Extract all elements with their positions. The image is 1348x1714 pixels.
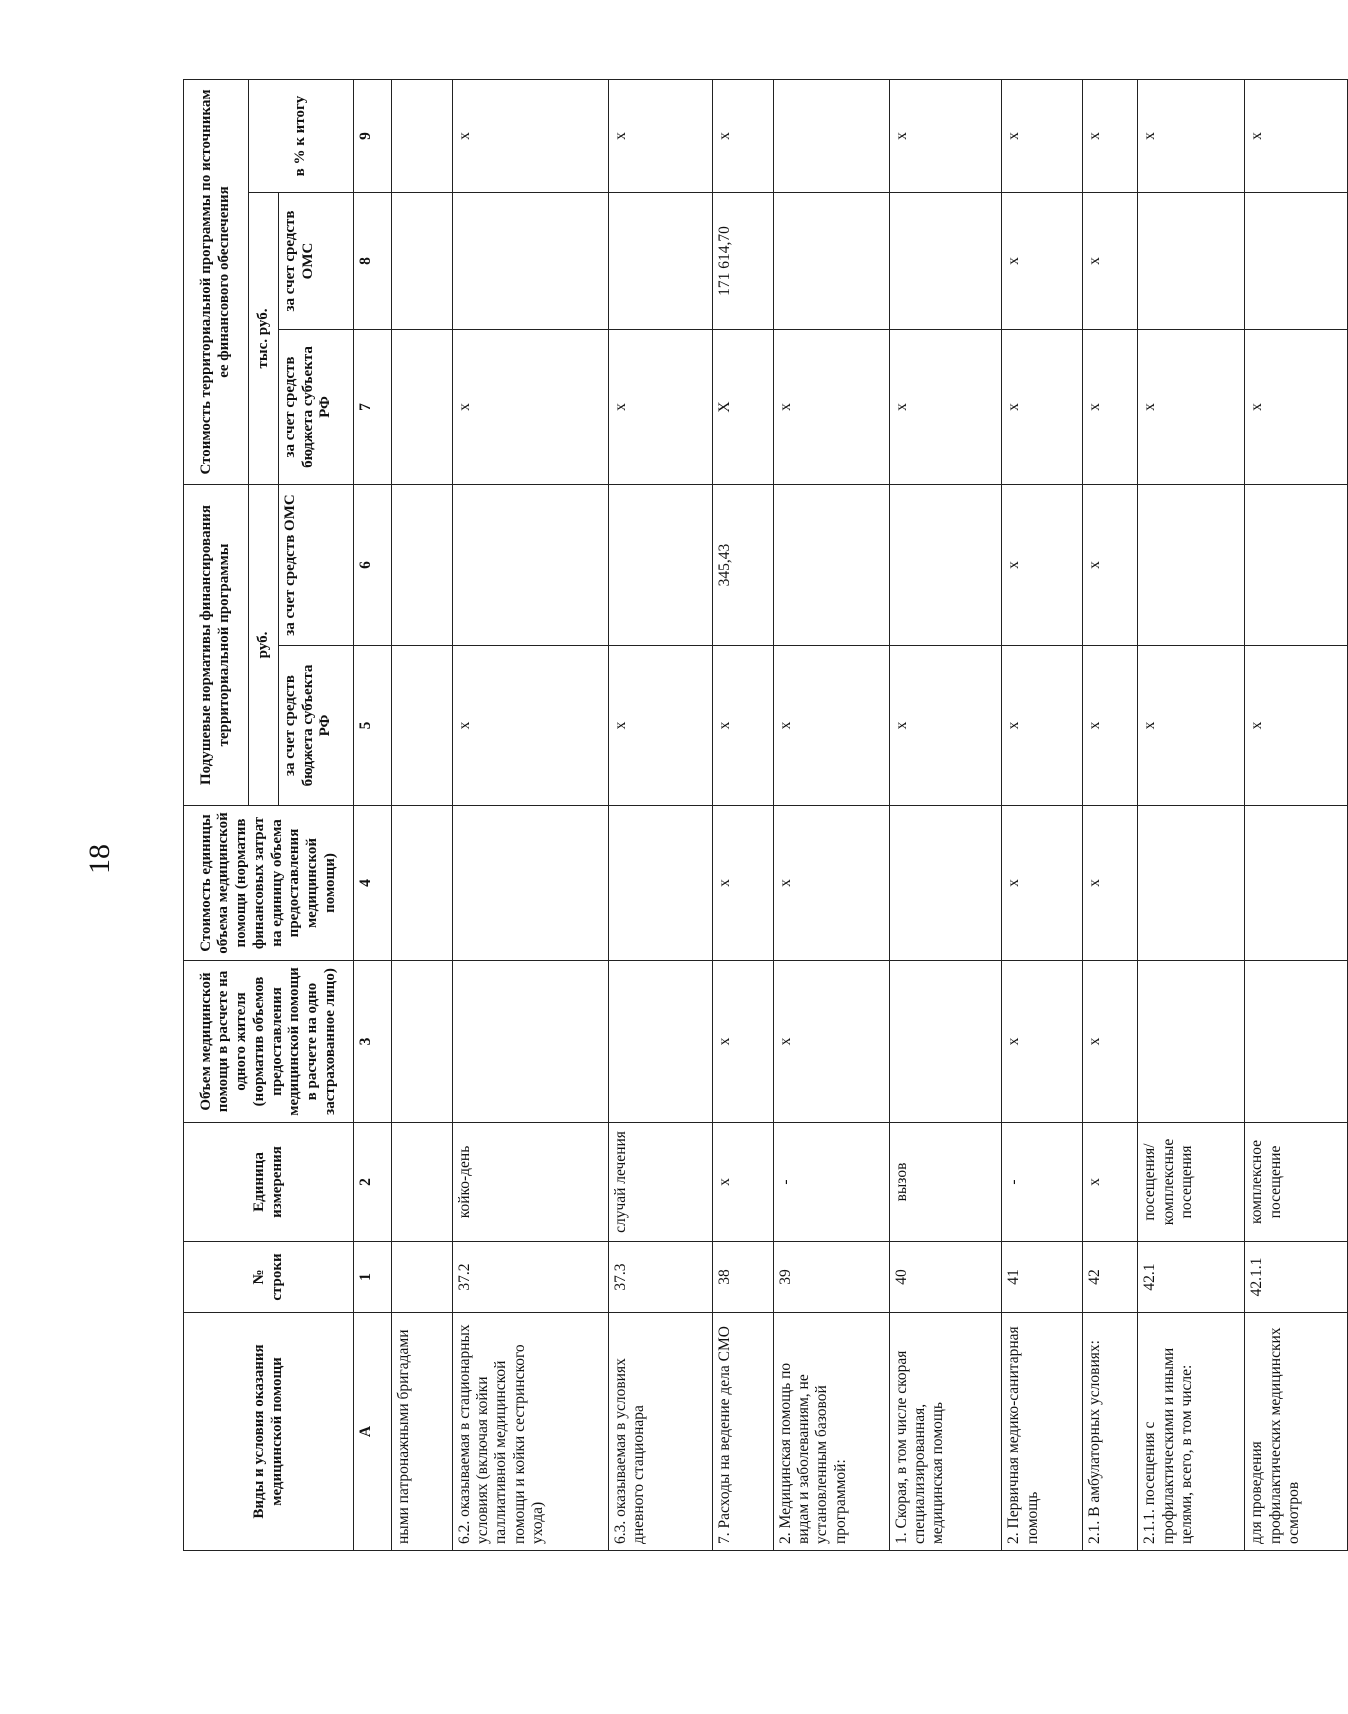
- row-c4: [608, 806, 712, 961]
- row-c7: X: [712, 330, 773, 485]
- header-group-norm: Подушевые нормативы финансирования территориальной программы: [184, 485, 249, 806]
- column-number-row: [354, 80, 392, 1551]
- row-c5: x: [889, 646, 1002, 806]
- row-c9: x: [452, 80, 608, 193]
- row-c7: x: [1245, 330, 1348, 485]
- row-name: 2. Первичная медико-санитарная помощь: [1002, 1313, 1083, 1551]
- rotated-table-sheet: [183, 80, 1348, 1551]
- row-c4: [392, 806, 453, 961]
- header-col-5: за счет средств бюджета субъекта РФ: [279, 646, 354, 806]
- row-c3: [889, 961, 1002, 1123]
- header-col-3: Объем медицинской помощи в расчете на одного жителя (норматив объемов предоставления медицинской помощи в расчете на одно застрахованное лицо): [184, 961, 354, 1123]
- row-c6: [1138, 485, 1245, 646]
- row-c7: x: [1002, 330, 1083, 485]
- column-number: 8: [354, 193, 392, 330]
- row-c7: [392, 330, 453, 485]
- column-number: 2: [354, 1123, 392, 1242]
- row-c5: x: [712, 646, 773, 806]
- header-col-8: за счет средств ОМС: [279, 193, 354, 330]
- row-c9: x: [889, 80, 1002, 193]
- row-line: 40: [889, 1242, 1002, 1313]
- row-name: 2.1. В амбулаторных условиях:: [1083, 1313, 1138, 1551]
- row-c8: [773, 193, 889, 330]
- row-line: 37.2: [452, 1242, 608, 1313]
- row-line: 39: [773, 1242, 889, 1313]
- header-unit-rub: руб.: [249, 485, 279, 806]
- row-c3: x: [1002, 961, 1083, 1123]
- row-c4: [889, 806, 1002, 961]
- row-c5: x: [608, 646, 712, 806]
- column-number: 5: [354, 646, 392, 806]
- header-col-7: за счет средств бюджета субъекта РФ: [279, 330, 354, 485]
- header-col-a: Виды и условия оказания медицинской помощи: [184, 1313, 354, 1551]
- row-c4: x: [1083, 806, 1138, 961]
- column-number: 9: [354, 80, 392, 193]
- row-line: 42.1: [1138, 1242, 1245, 1313]
- column-number: 3: [354, 961, 392, 1123]
- row-c9: x: [712, 80, 773, 193]
- table-row: [452, 80, 608, 1551]
- table-row: [889, 80, 1002, 1551]
- row-unit: случай лечения: [608, 1123, 712, 1242]
- row-c7: x: [452, 330, 608, 485]
- row-unit: -: [1002, 1123, 1083, 1242]
- row-unit: x: [712, 1123, 773, 1242]
- table-row: [773, 80, 889, 1551]
- header-col-4: Стоимость единицы объема медицинской помощи (норматив финансовых затрат на единицу объема предоставления медицинской помощи): [184, 806, 354, 961]
- header-unit-thous: тыс. руб.: [249, 193, 279, 485]
- row-name: 1. Скорая, в том числе скорая специализированная, медицинская помощь: [889, 1313, 1002, 1551]
- row-unit: x: [1083, 1123, 1138, 1242]
- table-row: [1002, 80, 1083, 1551]
- header-col-6: за счет средств ОМС: [279, 485, 354, 646]
- row-c5: [392, 646, 453, 806]
- row-c6: [452, 485, 608, 646]
- row-c4: x: [712, 806, 773, 961]
- row-unit: [392, 1123, 453, 1242]
- row-c7: x: [773, 330, 889, 485]
- row-name: 2.1.1. посещения с профилактическими и иными целями, всего, в том числе:: [1138, 1313, 1245, 1551]
- row-c8: [608, 193, 712, 330]
- header-col-2: Единица измерения: [184, 1123, 354, 1242]
- table-row: [1138, 80, 1245, 1551]
- row-c3: [392, 961, 453, 1123]
- row-c4: [1245, 806, 1348, 961]
- row-name: 2. Медицинская помощь по видам и заболеваниям, не установленным базовой программой:: [773, 1313, 889, 1551]
- row-name: 6.3. оказываемая в условиях дневного стационара: [608, 1313, 712, 1551]
- row-c8: [889, 193, 1002, 330]
- column-number: А: [354, 1313, 392, 1551]
- row-c3: [608, 961, 712, 1123]
- row-c7: x: [1138, 330, 1245, 485]
- table-row: [392, 80, 453, 1551]
- table-row: [1083, 80, 1138, 1551]
- row-c8: x: [1002, 193, 1083, 330]
- row-c9: x: [1138, 80, 1245, 193]
- row-c5: x: [1245, 646, 1348, 806]
- row-c6: [392, 485, 453, 646]
- row-c8: [1138, 193, 1245, 330]
- row-c6: x: [1002, 485, 1083, 646]
- header-col-1: № строки: [184, 1242, 354, 1313]
- row-c9: x: [608, 80, 712, 193]
- row-c8: 171 614,70: [712, 193, 773, 330]
- row-c4: x: [773, 806, 889, 961]
- row-c7: x: [608, 330, 712, 485]
- row-c9: x: [1002, 80, 1083, 193]
- column-number: 6: [354, 485, 392, 646]
- row-c5: x: [1002, 646, 1083, 806]
- row-line: 42: [1083, 1242, 1138, 1313]
- row-name: 7. Расходы на ведение дела СМО: [712, 1313, 773, 1551]
- row-c7: x: [1083, 330, 1138, 485]
- row-c9: x: [1245, 80, 1348, 193]
- row-unit: посещения/комплексные посещения: [1138, 1123, 1245, 1242]
- row-c4: [452, 806, 608, 961]
- row-c3: [1245, 961, 1348, 1123]
- row-unit: вызов: [889, 1123, 1002, 1242]
- column-number: 4: [354, 806, 392, 961]
- row-c5: x: [1083, 646, 1138, 806]
- row-c8: [392, 193, 453, 330]
- row-line: 37.3: [608, 1242, 712, 1313]
- row-c3: x: [1083, 961, 1138, 1123]
- column-number: 1: [354, 1242, 392, 1313]
- row-c3: x: [773, 961, 889, 1123]
- row-name: 6.2. оказываемая в стационарных условиях (включая койки паллиативной медицинской помощи и койки сестринского ухода): [452, 1313, 608, 1551]
- row-c9: [392, 80, 453, 193]
- row-unit: комплексное посещение: [1245, 1123, 1348, 1242]
- row-c9: [773, 80, 889, 193]
- row-c3: [452, 961, 608, 1123]
- row-name: для проведения профилактических медицинских осмотров: [1245, 1313, 1348, 1551]
- row-line: 41: [1002, 1242, 1083, 1313]
- row-unit: -: [773, 1123, 889, 1242]
- column-number: 7: [354, 330, 392, 485]
- row-c5: x: [452, 646, 608, 806]
- row-c5: x: [1138, 646, 1245, 806]
- header-col-9: в % к итогу: [249, 80, 354, 193]
- row-c6: 345,43: [712, 485, 773, 646]
- row-unit: койко-день: [452, 1123, 608, 1242]
- row-c8: x: [1083, 193, 1138, 330]
- row-c6: x: [1083, 485, 1138, 646]
- row-line: [392, 1242, 453, 1313]
- row-c4: x: [1002, 806, 1083, 961]
- row-c6: [1245, 485, 1348, 646]
- row-c4: [1138, 806, 1245, 961]
- table-row: [1245, 80, 1348, 1551]
- row-c7: x: [889, 330, 1002, 485]
- row-c8: [452, 193, 608, 330]
- header-group-cost: Стоимость территориальной программы по источникам ее финансового обеспечения: [184, 80, 249, 485]
- row-c5: x: [773, 646, 889, 806]
- row-c8: [1245, 193, 1348, 330]
- row-line: 38: [712, 1242, 773, 1313]
- row-c3: x: [712, 961, 773, 1123]
- page-number: 18: [83, 844, 116, 874]
- row-c3: [1138, 961, 1245, 1123]
- row-c6: [773, 485, 889, 646]
- table-row: [608, 80, 712, 1551]
- row-name: ными патронажными бригадами: [392, 1313, 453, 1551]
- row-c6: [889, 485, 1002, 646]
- row-c9: x: [1083, 80, 1138, 193]
- row-line: 42.1.1: [1245, 1242, 1348, 1313]
- financing-table: [183, 79, 1348, 1551]
- row-c6: [608, 485, 712, 646]
- table-row: [712, 80, 773, 1551]
